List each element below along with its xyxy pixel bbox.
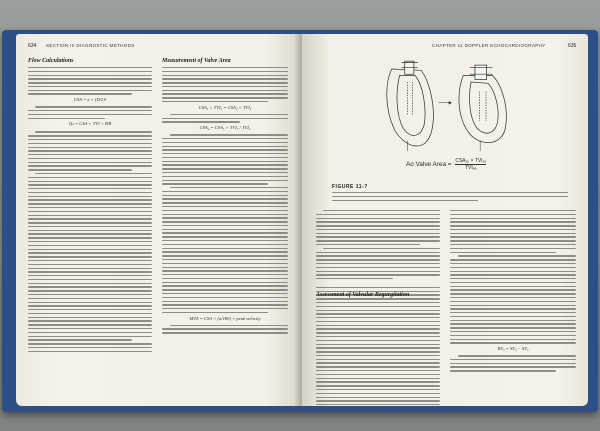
equation-flow: Qₛ = CSA × TVI × HR: [68, 121, 112, 127]
left-column-1: [28, 56, 152, 354]
heart-diagram-figure: [322, 56, 572, 160]
figure-caption: [332, 184, 568, 203]
right-running-head: CHAPTER 11 DOPPLER ECHOCARDIOGRAPHY: [432, 43, 546, 48]
equation-mva: MVA = CSA × (α/180) × peak velocity: [189, 315, 261, 321]
equation-valve-area: CSA₂ = CSA₁ × TVI₁ / TVI₂: [199, 125, 251, 131]
formula-left-side: Ao Valve Area =: [406, 161, 452, 169]
figure-arrows: [407, 102, 480, 151]
formula-numerator: CSA₁ₒ × TVI₁ₒ: [455, 158, 487, 164]
formula-denominator: TVIₐₒ: [464, 165, 477, 171]
equation-continuity: CSA₁ × TVI₁ = CSA₂ × TVI₂: [198, 104, 252, 110]
heart-diagram-left: [387, 61, 434, 146]
equation-regurgitant-volume: RV₅ = SVₐ − SVₒ: [497, 346, 529, 352]
right-column-1: [316, 210, 440, 406]
valve-area-heading: Measurement of Valve Area: [162, 58, 231, 64]
figure-label: FIGURE 11-?: [332, 184, 368, 190]
right-column-2: [450, 210, 576, 374]
left-column-2: [162, 56, 288, 336]
right-page-number: 635: [568, 43, 577, 49]
right-page: [302, 34, 588, 406]
left-running-head: SECTION III DIAGNOSTIC METHODS: [46, 43, 135, 48]
valvular-regurgitation-heading: Assessment of Valvular Regurgitation: [316, 292, 410, 298]
heart-diagram-right: [459, 65, 506, 143]
equation-csa: CSA = π × (D/2)²: [73, 97, 107, 103]
ao-valve-area-formula: [406, 158, 486, 171]
flow-calculations-heading: Flow Calculations: [28, 58, 74, 64]
left-page-number: 634: [28, 43, 37, 49]
left-page: [16, 34, 302, 406]
